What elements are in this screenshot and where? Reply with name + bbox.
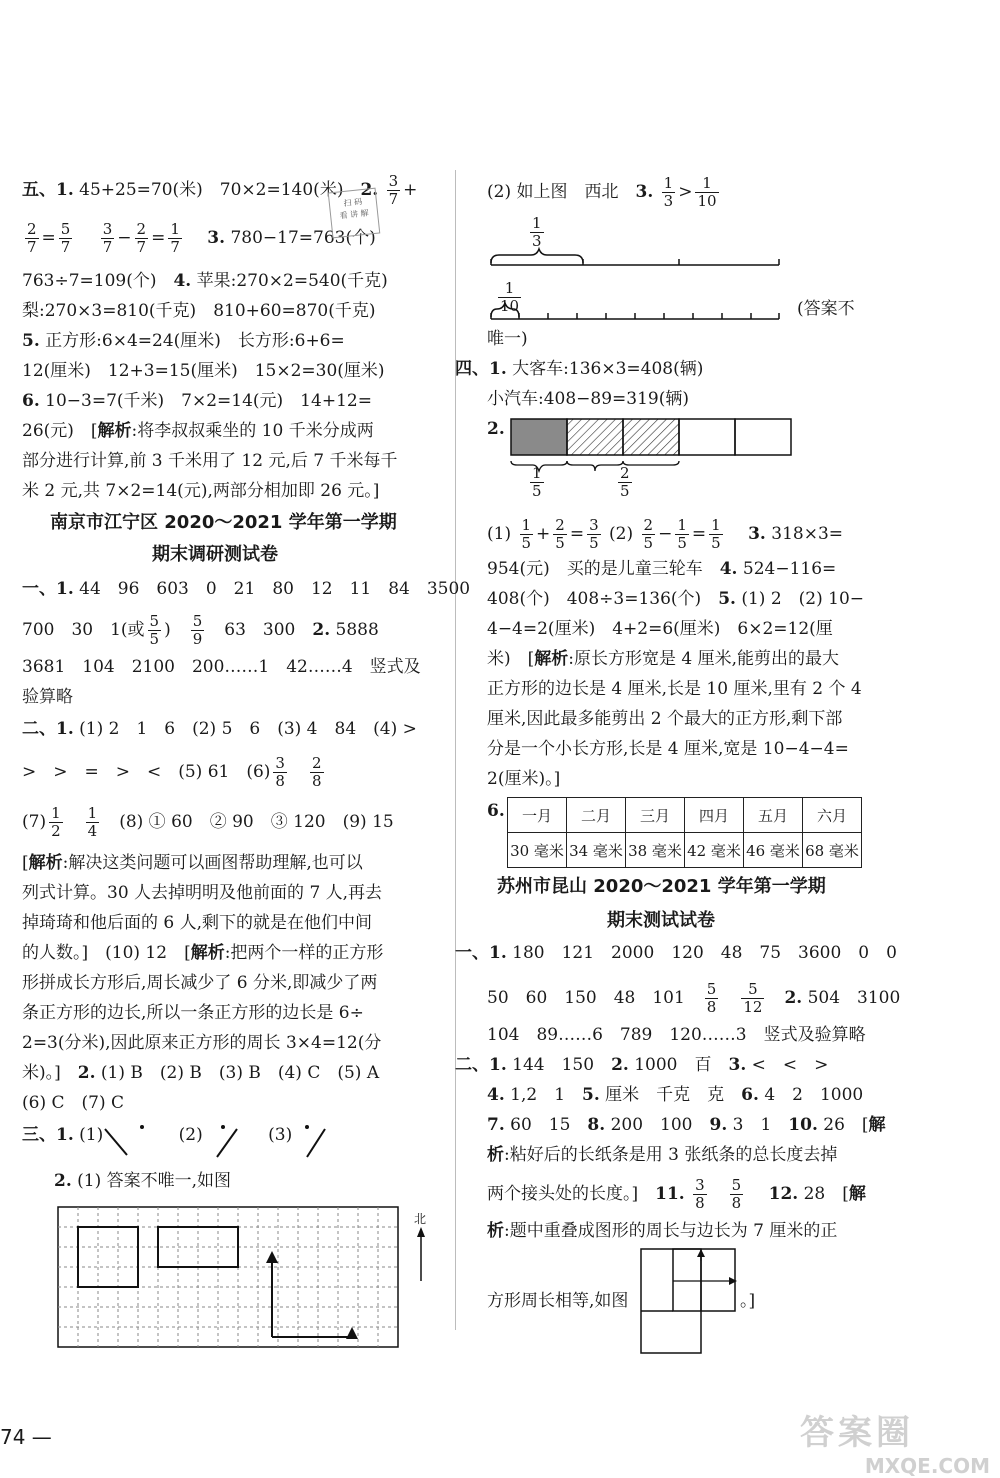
- fraction: $\frac{3}{5}$: [589, 516, 599, 552]
- month-cell: 四月: [685, 798, 744, 833]
- brace-one-tenth: [491, 303, 519, 317]
- bar-part-3: [623, 419, 679, 455]
- answer-line: 50 60 150 48 101 $\frac{5}{8}$ $\frac{5}{12}$ 2. 504 3100: [487, 980, 901, 1016]
- bar-part-2: [567, 419, 623, 455]
- line-segment-drawings: [97, 1115, 437, 1165]
- qr-stamp: 扫 码 看 讲 解: [328, 188, 381, 239]
- fraction: $\frac{5}{12}$: [743, 980, 763, 1016]
- answer-line: 4−4=2(厘米) 4+2=6(厘米) 6×2=12(厘: [487, 619, 833, 639]
- answer-line: 掉琦琦和他后面的 6 人,剩下的就是在他们中间: [22, 913, 373, 933]
- point-1: [140, 1125, 144, 1129]
- answer-line: (7) $\frac{1}{2}$ $\frac{1}{4}$ (8) ① 60 ② 90 ③ 120 (9) 15: [22, 804, 394, 840]
- value-cell: 68 毫米: [803, 833, 862, 868]
- brace-one-third: [491, 249, 583, 263]
- answer-line: 2. (1) 答案不唯一,如图: [54, 1171, 232, 1191]
- answer-line: 104 89……6 789 120……3 竖式及验算略: [487, 1025, 866, 1045]
- fraction: $\frac{1}{3}$: [663, 174, 674, 210]
- answer-line: 米)。] 2. (1) B (2) B (3) B (4) C (5) A: [22, 1063, 380, 1083]
- fraction: $\frac{1}{7}$: [170, 220, 180, 256]
- table-row: [508, 798, 862, 833]
- answer-line: 6.: [487, 801, 505, 821]
- section-title: 苏州市昆山 2020～2021 学年第一学期: [497, 876, 826, 897]
- fraction: $\frac{1}{10}$: [697, 174, 717, 210]
- answer-line: 2.: [487, 419, 505, 439]
- fraction: $\frac{1}{3}$: [532, 214, 542, 250]
- point-3: [305, 1125, 309, 1129]
- answer-line: 700 30 1(或 $\frac{5}{5}$ ) $\frac{5}{9}$ 63 300 2. 5888: [22, 612, 379, 648]
- fraction: $\frac{5}{5}$: [149, 612, 160, 648]
- fraction: $\frac{1}{5}$: [521, 516, 532, 552]
- answer-line: > > = > < (5) 61 (6) $\frac{3}{8}$ $\frac{2}{8}$: [22, 754, 322, 790]
- answer-line: 分是一个小长方形,长是 4 厘米,宽是 10−4−4=: [487, 739, 849, 759]
- fraction: $\frac{2}{8}$: [311, 754, 322, 790]
- fraction: $\frac{2}{5}$: [643, 516, 654, 552]
- fraction: $\frac{1}{10}$: [500, 279, 520, 315]
- answer-line: 形拼成长方形后,周长减少了 6 分米,即减少了两: [22, 973, 378, 993]
- answer-note: (答案不: [797, 299, 855, 319]
- table-row: [508, 833, 862, 868]
- fraction: $\frac{2}{7}$: [27, 220, 37, 256]
- fraction: $\frac{1}{4}$: [87, 804, 98, 840]
- fraction: $\frac{1}{2}$: [51, 804, 61, 840]
- fraction: $\frac{1}{5}$: [711, 516, 721, 552]
- answer-line: 二、1. 144 150 2. 1000 百 3. < < >: [455, 1055, 829, 1075]
- value-cell: 38 毫米: [626, 833, 685, 868]
- arrow-up-icon: [697, 1249, 705, 1257]
- answer-line: 部分进行计算,前 3 千米用了 12 元,后 7 千米每千: [22, 451, 398, 471]
- north-arrow-icon: [414, 1225, 428, 1285]
- fraction: $\frac{3}{7}$: [388, 172, 399, 208]
- bar-model: [507, 417, 807, 477]
- fraction-line-diagram: [487, 245, 787, 335]
- fraction: $\frac{2}{7}$: [136, 220, 147, 256]
- fraction: $\frac{3}{8}$: [695, 1176, 705, 1212]
- grid-diagram: [56, 1205, 436, 1355]
- answer-line: 析:粘好后的长纸条是用 3 张纸条的总长度去掉: [487, 1145, 838, 1165]
- month-cell: 五月: [744, 798, 803, 833]
- answer-line: 厘米,因此最多能剪出 2 个最大的正方形,剩下部: [487, 709, 843, 729]
- month-cell: 三月: [626, 798, 685, 833]
- north-label: 北: [414, 1212, 427, 1226]
- square: [78, 1227, 138, 1287]
- watermark: 答案圈 MXQE.COM: [800, 1413, 990, 1478]
- section-subtitle: 期末调研测试卷: [152, 544, 278, 565]
- answer-line: 26(元) [解析:将李叔叔乘坐的 10 千米分成两: [22, 421, 374, 441]
- answer-line: 5. 正方形:6×4=24(厘米) 长方形:6+6=: [22, 331, 345, 351]
- section-title: 南京市江宁区 2020～2021 学年第一学期: [50, 512, 397, 533]
- answer-line: 二、1. (1) 2 1 6 (2) 5 6 (3) 4 84 (4) >: [22, 719, 417, 739]
- segment-2: [217, 1129, 237, 1157]
- section-subtitle: 期末测试试卷: [607, 910, 715, 931]
- answer-line: 小汽车:408−89=319(辆): [487, 389, 690, 409]
- answer-line: 五、1. 45+25=70(米) 70×2=140(米) 2. $\frac{3}{7}$ +: [22, 172, 418, 208]
- answer-line: 一、1. 180 121 2000 120 48 75 3600 0 0: [455, 943, 897, 963]
- answer-line: 四、1. 大客车:136×3=408(辆): [455, 359, 704, 379]
- fraction: $\frac{2}{5}$: [555, 516, 565, 552]
- answer-line: 6. 10−3=7(千米) 7×2=14(元) 14+12=: [22, 391, 372, 411]
- bar-part-4: [679, 419, 735, 455]
- segment-3: [307, 1129, 325, 1157]
- answer-line: 列式计算。30 人去掉明明及他前面的 7 人,再去: [22, 883, 383, 903]
- bar-part-1: [511, 419, 567, 455]
- start-arrow: [266, 1251, 278, 1263]
- segment-1: [105, 1129, 127, 1155]
- answer-line: (6) C (7) C: [22, 1093, 124, 1113]
- answer-line: 954(元) 买的是儿童三轮车 4. 524−116=: [487, 559, 837, 579]
- fraction: $\frac{5}{9}$: [192, 612, 203, 648]
- fraction: $\frac{5}{7}$: [60, 220, 71, 256]
- answer-line: $\frac{2}{7}$ = $\frac{5}{7}$ $\frac{3}{7}$ − $\frac{2}{7}$ = $\frac{1}{7}$ 3. 780−17=763(个): [27, 220, 376, 256]
- answer-line: 两个接头处的长度。] 11. $\frac{3}{8}$ $\frac{5}{8}$ 12. 28 [解: [487, 1176, 866, 1212]
- rainfall-table: [507, 797, 862, 868]
- answer-line: (1) $\frac{1}{5}$ + $\frac{2}{5}$ = $\frac{3}{5}$ (2) $\frac{2}{5}$ − $\frac{1}{5}$ = $\frac{1}{5}$ 3. 318×3=: [487, 516, 843, 552]
- answer-line: 12(厘米) 12+3=15(厘米) 15×2=30(厘米): [22, 361, 385, 381]
- value-cell: 30 毫米: [508, 833, 567, 868]
- answer-line: 析:题中重叠成图形的周长与边长为 7 厘米的正: [487, 1221, 838, 1241]
- fraction: $\frac{1}{5}$: [532, 464, 542, 500]
- answer-line: 4. 1,2 1 5. 厘米 千克 克 6. 4 2 1000: [487, 1085, 864, 1105]
- bar-part-5: [735, 419, 791, 455]
- answer-line: 的人数。] (10) 12 [解析:把两个一样的正方形: [22, 943, 384, 963]
- answer-line: 2=3(分米),因此原来正方形的周长 3×4=12(分: [22, 1033, 382, 1053]
- end-marker: [346, 1327, 358, 1339]
- answer-line: 方形周长相等,如图: [487, 1291, 629, 1311]
- answer-line: 763÷7=109(个) 4. 苹果:270×2=540(千克): [22, 271, 388, 291]
- fraction: $\frac{3}{7}$: [102, 220, 113, 256]
- fraction: $\frac{2}{5}$: [620, 464, 630, 500]
- answer-line: 米) [解析:原长方形宽是 4 厘米,能剪出的最大: [487, 649, 840, 669]
- answer-line: 一、1. 44 96 603 0 21 80 12 11 84 3500: [22, 579, 471, 599]
- overlap-squares-diagram: [639, 1247, 739, 1357]
- answer-line: 正方形的边长是 4 厘米,长是 10 厘米,里有 2 个 4: [487, 679, 862, 699]
- answer-line: 2(厘米)。]: [487, 769, 561, 789]
- month-cell: 六月: [803, 798, 862, 833]
- answer-line: [解析:解决这类问题可以画图帮助理解,也可以: [22, 853, 363, 873]
- answer-line: 。]: [740, 1291, 756, 1311]
- page-number: 74 —: [0, 1425, 52, 1449]
- fraction: $\frac{5}{8}$: [706, 980, 717, 1016]
- answer-line: 408(个) 408÷3=136(个) 5. (1) 2 (2) 10−: [487, 589, 865, 609]
- month-cell: 一月: [508, 798, 567, 833]
- answer-line: 三、1. (1) (2) (3): [22, 1125, 293, 1145]
- column-divider: [455, 170, 456, 1330]
- answer-line: 米 2 元,共 7×2=14(元),两部分相加即 26 元。]: [22, 481, 380, 501]
- answer-line: 3681 104 2100 200……1 42……4 竖式及: [22, 657, 421, 677]
- fraction: $\frac{3}{8}$: [275, 754, 285, 790]
- arrow-right-icon: [729, 1277, 737, 1285]
- month-cell: 二月: [567, 798, 626, 833]
- value-cell: 46 毫米: [744, 833, 803, 868]
- point-2: [221, 1125, 225, 1129]
- fraction: $\frac{1}{5}$: [677, 516, 687, 552]
- fraction: $\frac{5}{8}$: [731, 1176, 742, 1212]
- answer-line: 条正方形的边长,所以一条正方形的边长是 6÷: [22, 1003, 364, 1023]
- answer-line: 梨:270×3=810(千克) 810+60=870(千克): [22, 301, 376, 321]
- value-cell: 34 毫米: [567, 833, 626, 868]
- answer-line: 验算略: [22, 687, 73, 707]
- answer-note: 唯一): [487, 329, 528, 349]
- value-cell: 42 毫米: [685, 833, 744, 868]
- answer-line: 7. 60 15 8. 200 100 9. 3 1 10. 26 [解: [487, 1115, 886, 1135]
- answer-line: (2) 如上图 西北 3. $\frac{1}{3}$ > $\frac{1}{10}$: [487, 174, 717, 210]
